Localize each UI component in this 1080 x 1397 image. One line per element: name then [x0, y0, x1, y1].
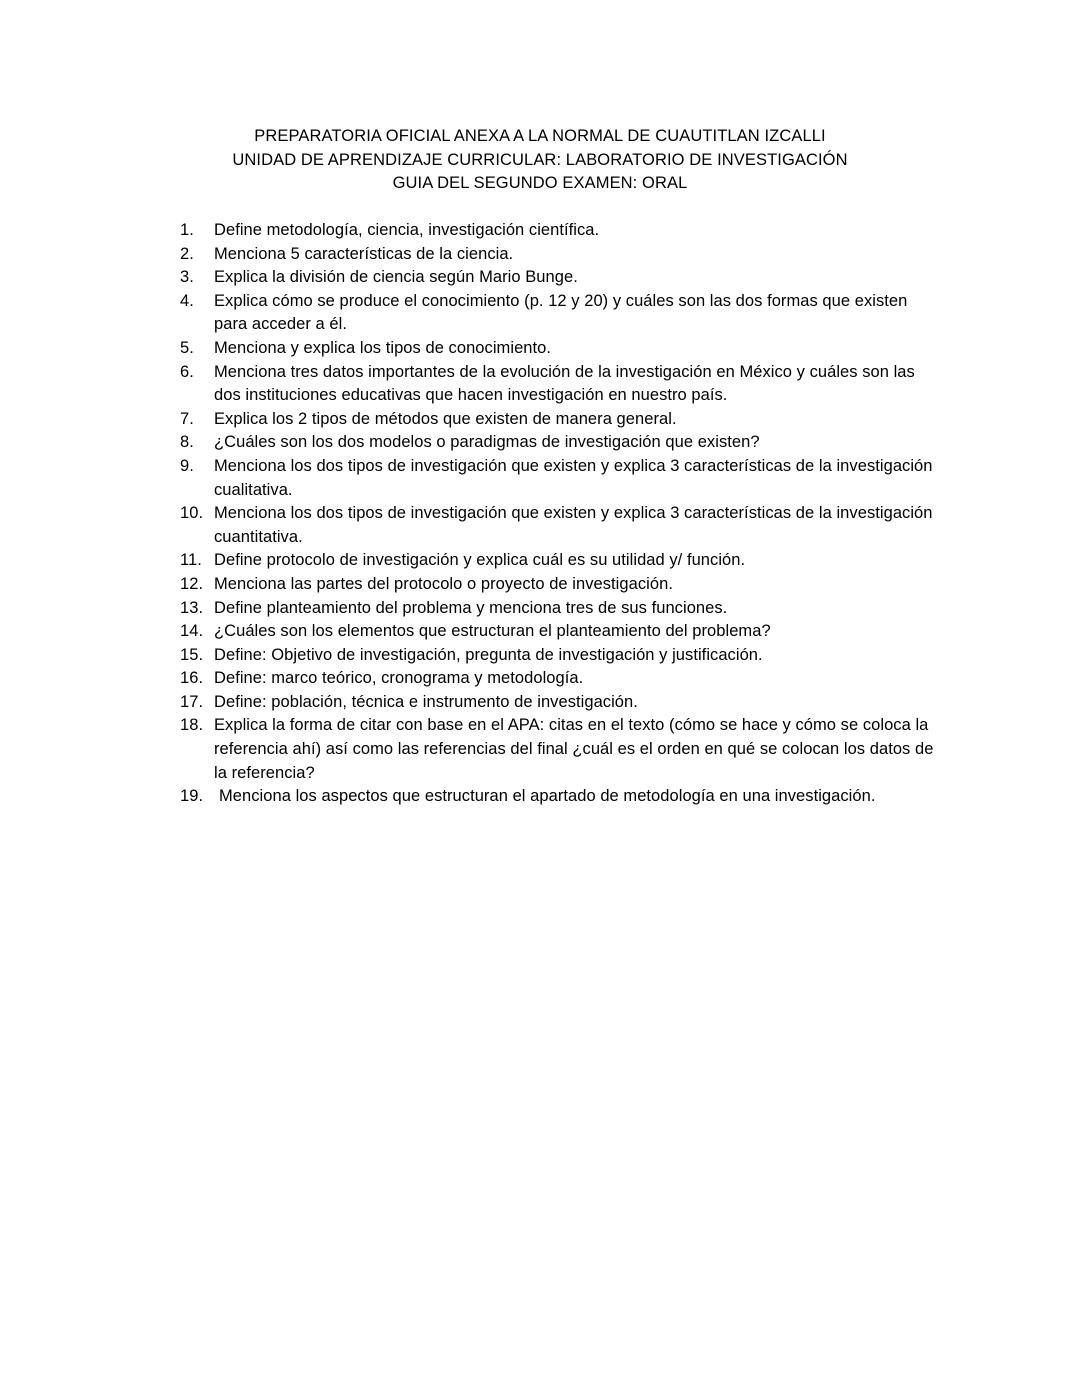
question-item: [180, 573, 940, 597]
question-text: Menciona los aspectos que estructuran el apartado de metodología en una investigación.: [219, 787, 876, 806]
question-text: Define protocolo de investigación y explica cuál es su utilidad y/ función.: [214, 551, 746, 570]
question-number: 2.: [180, 244, 194, 263]
question-text: Menciona las partes del protocolo o proyecto de investigación.: [214, 574, 673, 593]
question-number: 13.: [180, 598, 204, 617]
question-item: [180, 361, 940, 408]
question-number: 7.: [180, 409, 194, 428]
question-item: [180, 714, 940, 785]
question-number: 8.: [180, 433, 194, 452]
question-text: Define: marco teórico, cronograma y metodología.: [214, 669, 584, 688]
question-item: [180, 243, 940, 267]
question-item: [180, 502, 940, 549]
question-text: Define metodología, ciencia, investigación científica.: [214, 221, 600, 239]
question-text: Explica los 2 tipos de métodos que existen de manera general.: [214, 409, 677, 428]
question-text: Define: población, técnica e instrumento de investigación.: [214, 692, 638, 711]
question-item: [180, 408, 940, 432]
question-number: 18.: [180, 716, 204, 735]
question-number: 6.: [180, 362, 194, 381]
question-number: 5.: [180, 338, 194, 357]
question-number: 1.: [180, 221, 194, 239]
question-number: 11.: [180, 551, 202, 570]
school-name: PREPARATORIA OFICIAL ANEXA A LA NORMAL DE CUAUTITLAN IZCALLI: [254, 127, 826, 145]
question-number: 17.: [180, 692, 204, 711]
question-number: 16.: [180, 669, 204, 688]
question-text: Menciona los dos tipos de investigación que existen y explica 3 características de la investigación cuantitativa.: [214, 504, 933, 546]
question-item: [180, 219, 940, 243]
question-item: [180, 266, 940, 290]
question-text: Define: Objetivo de investigación, pregunta de investigación y justificación.: [214, 645, 763, 664]
question-item: [180, 597, 940, 621]
question-item: [180, 785, 940, 809]
question-item: [180, 431, 940, 455]
guide-title: GUIA DEL SEGUNDO EXAMEN: ORAL: [392, 174, 688, 192]
question-text: Explica cómo se produce el conocimiento (p. 12 y 20) y cuáles son las dos formas que existen para acceder a él.: [214, 291, 908, 334]
question-item: [180, 290, 940, 337]
question-text: Menciona tres datos importantes de la evolución de la investigación en México y cuáles son las dos instituciones educativas que hacen investigación en nuestro país.: [214, 362, 915, 405]
question-text: ¿Cuáles son los elementos que estructuran el planteamiento del problema?: [214, 622, 771, 641]
question-item: [180, 620, 940, 644]
question-item: [180, 337, 940, 361]
question-item: [180, 549, 940, 573]
question-text: Explica la forma de citar con base en el APA: citas en el texto (cómo se hace y cómo se coloca la referencia ahí) así como las referencias del final ¿cuál es el orden en qué se colocan los datos de la referencia?: [214, 716, 934, 782]
question-text: Menciona 5 características de la ciencia.: [214, 244, 514, 263]
question-item: [180, 667, 940, 691]
question-number: 15.: [180, 645, 204, 664]
question-text: Explica la división de ciencia según Mario Bunge.: [214, 268, 578, 287]
document-header: [0, 125, 1080, 196]
question-number: 4.: [180, 291, 194, 310]
question-number: 12.: [180, 574, 204, 593]
question-number: 19.: [180, 787, 204, 806]
question-item: [180, 455, 940, 502]
question-text: Menciona los dos tipos de investigación que existen y explica 3 características de la investigación cualitativa.: [214, 456, 933, 499]
question-item: [180, 691, 940, 715]
question-item: [180, 644, 940, 668]
question-number: 3.: [180, 268, 194, 287]
question-text: Menciona y explica los tipos de conocimiento.: [214, 338, 552, 357]
question-number: 9.: [180, 456, 194, 475]
question-number: 10.: [180, 504, 204, 523]
course-title: UNIDAD DE APRENDIZAJE CURRICULAR: LABORATORIO DE INVESTIGACIÓN: [232, 150, 848, 169]
question-number: 14.: [180, 622, 204, 641]
question-list: [180, 219, 940, 809]
question-text: Define planteamiento del problema y menciona tres de sus funciones.: [214, 598, 728, 617]
question-text: ¿Cuáles son los dos modelos o paradigmas de investigación que existen?: [214, 433, 760, 452]
